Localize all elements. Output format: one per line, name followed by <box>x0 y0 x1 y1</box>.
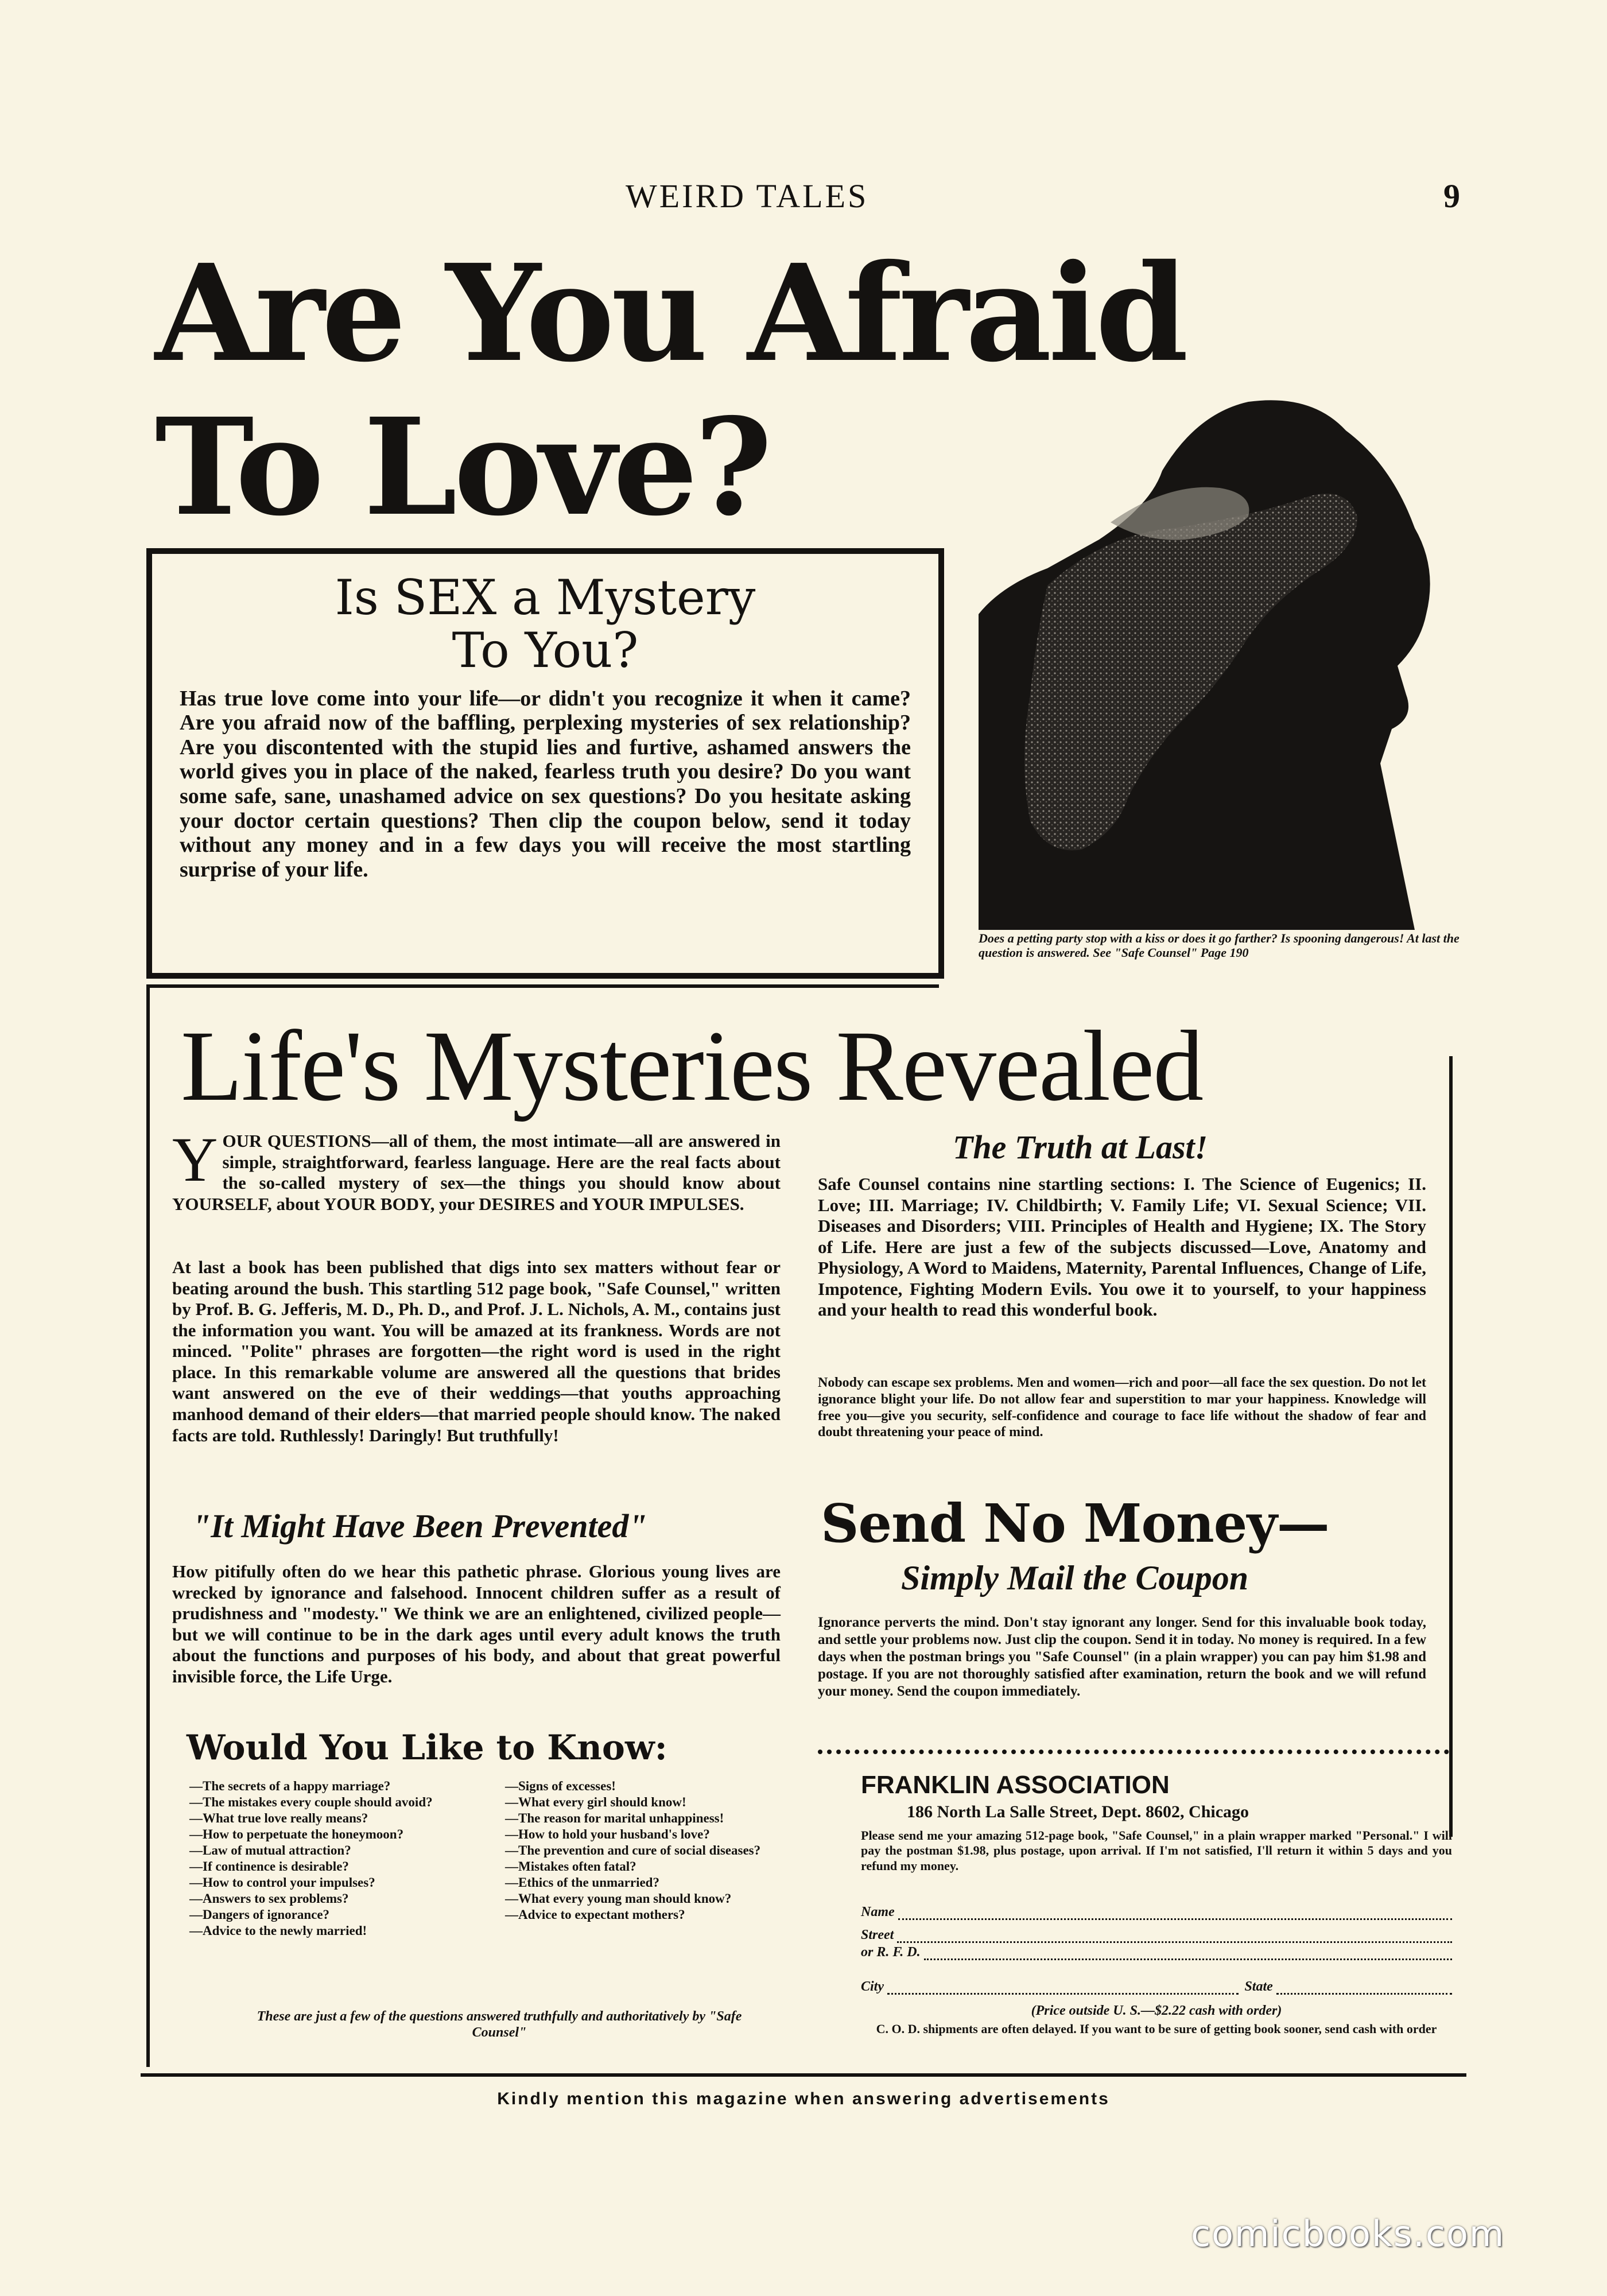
coupon-cut-line <box>818 1750 1449 1754</box>
footer-rule <box>141 2073 1466 2077</box>
mysteries-title: Life's Mysteries Revealed <box>181 1010 1203 1122</box>
dropcap-letter: Y <box>172 1124 218 1194</box>
list-item: —Law of mutual attraction? <box>189 1843 351 1858</box>
list-item: —The reason for marital unhappiness! <box>505 1811 724 1826</box>
photo-caption: Does a petting party stop with a kiss or does it go farther? Is spooning dangerous! At last the question is answered. See "Safe Counsel" Page 190 <box>979 931 1460 960</box>
prevented-title: "It Might Have Been Prevented" <box>192 1507 647 1545</box>
watermark-logo: comicbooks.com <box>1191 2213 1505 2255</box>
coupon-state-label: State <box>1244 1979 1273 1994</box>
mysteries-intro <box>172 1124 781 1215</box>
street-blank[interactable] <box>897 1929 1452 1943</box>
truth-title: The Truth at Last! <box>953 1128 1208 1166</box>
truth-body: Safe Counsel contains nine startling sections: I. The Science of Eugenics; II. Love; III. Marriage; IV. Childbirth; V. Family Life; VI. Sexual Science; VII. Diseases and Disorders; VIII. Principles of Health and Hygiene; IX. The Story of Life. Here are just a few of the subjects discussed—Love, Anatomy and Physiology, A Word to Maidens, Maternity, Parental Influences, Change of Life, Impotence, Fighting Modern Evils. You owe it to yourself, to your happiness and your health to read this wonderful book. <box>818 1174 1426 1320</box>
coupon-name-field[interactable] <box>861 1905 1452 1920</box>
know-footnote: These are just a few of the questions answered truthfully and authoritatively by "Safe Counsel" <box>257 2009 742 2040</box>
know-title: Would You Like to Know: <box>187 1728 667 1768</box>
know-list-right <box>505 1778 781 1923</box>
list-item: —How to control your impulses? <box>189 1875 375 1890</box>
sex-mystery-box <box>146 548 944 979</box>
list-item: —The mistakes every couple should avoid? <box>189 1795 433 1810</box>
know-list-left <box>189 1778 459 1939</box>
sex-box-body: Has true love come into your life—or didn't you recognize it when it came? Are you afraid now of the baffling, perplexing mysteries of sex relationship? Are you discontented with the stupid lies and furtive, ashamed answers the world gives you in place of the naked, fearless truth you desire? Do you want some safe, sane, unashamed advice on sex questions? Do you hesitate asking your doctor certain questions? Then clip the coupon below, send it today without any money and in a few days you will receive the most startling surprise of your life. <box>180 686 911 882</box>
list-item: —Signs of excesses! <box>505 1779 616 1793</box>
mysteries-para2: At last a book has been published that digs into sex matters without fear or beating around the bush. This startling 512 page book, "Safe Counsel," written by Prof. B. G. Jefferis, M. D., Ph. D., and Prof. J. L. Nichols, A. M., contains just the information you want. You will be amazed at its frankness. Words are not minced. "Polite" phrases are forgotten—the right word is used in the right place. In this remarkable volume are answered all the questions that brides want answered on the eve of their weddings—that youths approaching manhood demand of their elders—that married people should know. The naked facts are told. Ruthlessly! Daringly! But truthfully! <box>172 1257 781 1445</box>
couple-silhouette-image <box>979 396 1464 930</box>
send-body: Ignorance perverts the mind. Don't stay ignorant any longer. Send for this invaluable book today, and settle your problems now. Just clip the coupon. Send it in today. No money is required. In a few days when the postman brings you "Safe Counsel" (in a plain wrapper) you can pay him $1.98 and postage. If you are not thoroughly satisfied after examination, return the book and we will refund your money. Send the coupon immediately. <box>818 1615 1426 1699</box>
list-item: —Mistakes often fatal? <box>505 1859 636 1874</box>
list-item: —What every young man should know? <box>505 1891 732 1906</box>
state-blank[interactable] <box>1276 1980 1452 1995</box>
list-item: —How to perpetuate the honeymoon? <box>189 1827 404 1842</box>
list-item: —What true love really means? <box>189 1811 368 1826</box>
headline-line1: Are You Afraid <box>155 235 1185 391</box>
send-subtitle: Simply Mail the Coupon <box>901 1559 1249 1597</box>
list-item: —The secrets of a happy marriage? <box>189 1779 391 1793</box>
coupon-city-state-field[interactable] <box>861 1979 1452 1995</box>
truth-para2: Nobody can escape sex problems. Men and women—rich and poor—all face the sex question. Do not let ignorance blight your life. Do not allow fear and superstition to mar your happiness. Knowledge will free you—give you security, self-confidence and courage to face life without the shadow of fear and doubt threatening your peace of mind. <box>818 1375 1426 1440</box>
list-item: —The prevention and cure of social diseases? <box>505 1843 761 1858</box>
sex-box-title-line2: To You? <box>452 622 639 679</box>
coupon-company: FRANKLIN ASSOCIATION <box>861 1771 1170 1799</box>
list-item: —Advice to expectant mothers? <box>505 1907 685 1922</box>
headline-line2: To Love? <box>155 389 769 545</box>
coupon-cod-note: C. O. D. shipments are often delayed. If you want to be sure of getting book sooner, send cash with order <box>876 2022 1437 2036</box>
prevented-body: How pitifully often do we hear this pathetic phrase. Glorious young lives are wrecked by ignorance and falsehood. Innocent children suffer as a result of prudishness and "modesty." We think we are an enlightened, civilized people—but we will continue to be in the dark ages until every adult knows the truth about the functions and purposes of his body, and about that great powerful invisible force, the Life Urge. <box>172 1561 781 1686</box>
footer-text: Kindly mention this magazine when answering advertisements <box>497 2089 1110 2108</box>
mysteries-right-rule <box>1449 1056 1453 1837</box>
list-item: —Answers to sex problems? <box>189 1891 349 1906</box>
list-item: —What every girl should know! <box>505 1795 686 1810</box>
list-item: —How to hold your husband's love? <box>505 1827 710 1842</box>
city-blank[interactable] <box>887 1980 1239 1995</box>
name-blank[interactable] <box>898 1906 1452 1920</box>
coupon-price-note: (Price outside U. S.—$2.22 cash with order) <box>1031 2003 1282 2018</box>
list-item: —If continence is desirable? <box>189 1859 349 1874</box>
coupon-address: 186 North La Salle Street, Dept. 8602, Chicago <box>907 1802 1249 1821</box>
rfd-blank[interactable] <box>924 1946 1452 1960</box>
coupon-city-label: City <box>861 1979 884 1994</box>
coupon-street-field[interactable] <box>861 1927 1452 1943</box>
coupon-rfd-label: or R. F. D. <box>861 1945 921 1960</box>
list-item: —Advice to the newly married! <box>189 1923 367 1938</box>
coupon-rfd-field[interactable] <box>861 1945 1452 1960</box>
page-number: 9 <box>1443 177 1462 215</box>
send-no-money-title: Send No Money— <box>821 1492 1329 1554</box>
running-header: WEIRD TALES <box>626 177 869 215</box>
intro-text: OUR QUESTIONS—all of them, the most intimate—all are answered in simple, straightforward, fearless language. Here are the real facts about the so-called mystery of sex—the things you should know about YOURSELF, about YOUR BODY, your DESIRES and YOUR IMPULSES. <box>172 1131 781 1214</box>
list-item: —Dangers of ignorance? <box>189 1907 330 1922</box>
coupon-name-label: Name <box>861 1905 895 1919</box>
couple-photo <box>979 396 1464 960</box>
list-item: —Ethics of the unmarried? <box>505 1875 659 1890</box>
sex-box-title-line1: Is SEX a Mystery <box>335 569 756 626</box>
coupon-body: Please send me your amazing 512-page book, "Safe Counsel," in a plain wrapper marked "Personal." I will pay the postman $1.98, plus postage, upon arrival. If I'm not satisfied, I'll return it within 5 days and you refund my money. <box>861 1828 1452 1873</box>
coupon-street-label: Street <box>861 1927 894 1942</box>
